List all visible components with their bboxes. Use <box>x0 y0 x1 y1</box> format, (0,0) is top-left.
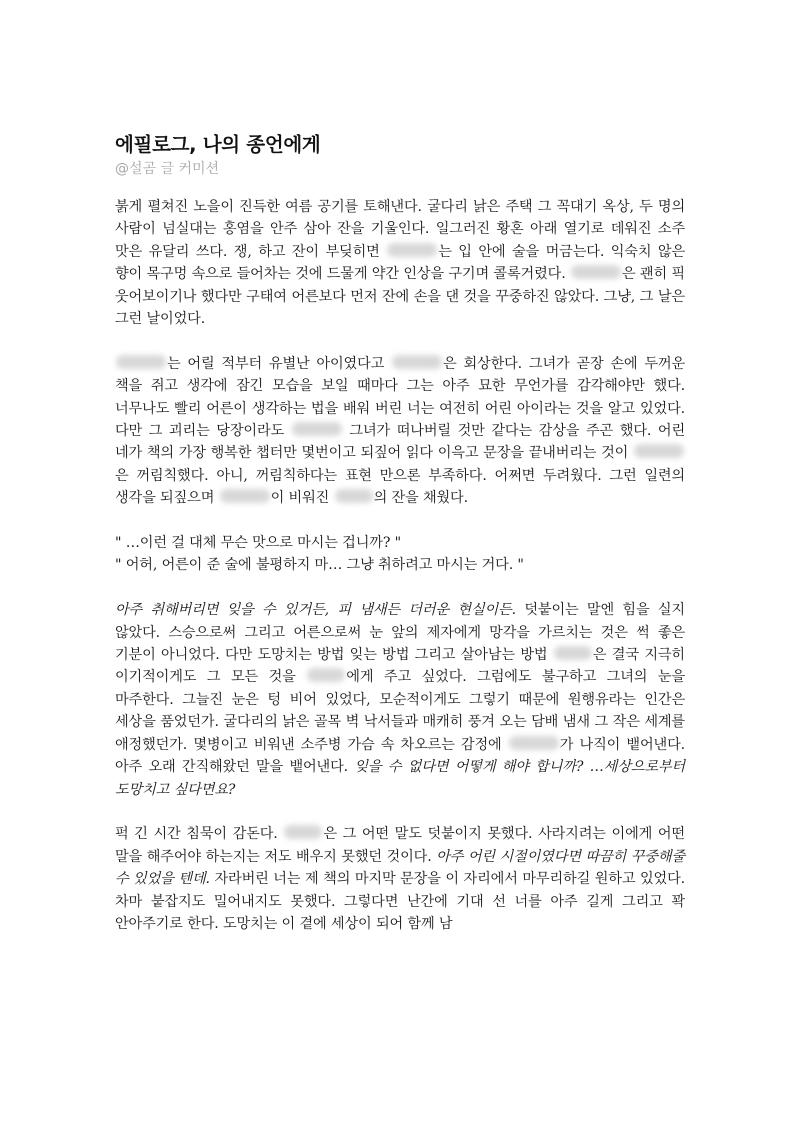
paragraph <box>115 823 685 935</box>
text-run: 가 나직이 뱉어낸다. 아주 오래 간직해왔던 말을 뱉어낸다. <box>115 736 685 776</box>
italic-text: 잊을 수 없다면 어떻게 해야 합니까? …세상으로부터 도망치고 싶다면요? <box>115 759 685 798</box>
paragraph <box>115 353 685 510</box>
text-run: 퍽 긴 시간 침묵이 감돈다. <box>115 826 284 843</box>
redacted-name <box>220 489 270 503</box>
text-run: 은 꺼림칙했다. 아니, 꺼림칙하다는 표현 만으론 부족하다. 어쩌면 두려웠다. 그런 일련의 생각을 되짚으며 <box>115 467 685 507</box>
redacted-name <box>571 265 621 279</box>
text-run: 는 입 안에 술을 머금는다. 익숙치 않은 향이 목구멍 속으로 들어차는 것에 드물게 약간 인상을 구기며 콜록거렸다. <box>115 243 685 283</box>
redacted-name <box>509 736 559 750</box>
redacted-name <box>634 444 684 458</box>
text-run: 덧붙이는 말엔 힘을 실지 않았다. 스승으로써 그리고 어른으로써 눈 앞의 제자에게 망각을 가르치는 것은 썩 좋은 기분이 아니었다. 다만 도망치는 방법 잊는 방법 그리고 살아남는 방법 <box>115 602 685 664</box>
redacted-name <box>116 355 166 369</box>
text-run: 붉게 펼쳐진 노을이 진득한 여름 공기를 토해낸다. 굴다리 낡은 주택 그 꼭대기 옥상, 두 명의 사람이 넘실대는 홍염을 안주 삼아 잔을 기울인다. 일그러진 황혼 아래 열기로 데워진 소주 맛은 유달리 쓰다. 쟁, 하고 잔이 부딪히면 <box>115 199 685 260</box>
redacted-name <box>292 422 342 436</box>
redacted-name <box>307 668 345 682</box>
text-run: 은 괜히 픽 웃어보이기나 했다만 구태여 어른보다 먼저 잔에 손을 댄 것을 꾸중하진 않았다. 그냥, 그 날은 그런 날이었다. <box>115 266 685 328</box>
author-credit: @설곰 글 커미션 <box>115 161 220 177</box>
paragraph <box>115 599 685 801</box>
text-run: 은 회상한다. 그녀가 곧장 손에 두꺼운 책을 쥐고 생각에 잠긴 모습을 보일 때마다 그는 아주 묘한 무언가를 감각해야만 했다. 너무나도 빨리 어른이 생각하는 법을 배워 버린 너는 여전히 어린 아이라는 것을 알고 있었다. 다만 그 괴리는 당장이라도 <box>115 355 685 440</box>
redacted-name <box>387 243 437 257</box>
document-title: 에필로그, 나의 종언에게 <box>115 133 321 156</box>
text-run: 에게 주고 싶었다. 그럼에도 불구하고 그녀의 눈을 마주한다. 그늘진 눈은 텅 비어 있었다, 모순적이게도 그렇기 때문에 원행유라는 인간은 세상을 품었던가. 굴다리의 낡은 골목 벽 낙서들과 매캐히 풍겨 오는 담배 냄새 그 작은 세계를 애정했던가. 몇병이고 비워낸 소주병 가슴 속 차오르는 감정에 <box>115 669 686 753</box>
text-run: 이 비워진 <box>270 490 334 507</box>
paragraph <box>115 196 685 330</box>
text-run: 자라버린 너는 제 책의 마지막 문장을 이 자리에서 마무리하길 원하고 있었다. 차마 붙잡지도 밀어내지도 못했다. 그렇다면 난간에 기대 선 너를 아주 길게 그리고 꽉 안아주기로 한다. 도망치는 이 곁에 세상이 되어 함께 남 <box>115 871 685 932</box>
text-run: 은 그 어떤 말도 덧붙이지 못했다. 사라지려는 이에게 어떤 말을 해주어야 하는지는 저도 배우지 못했던 것이다. <box>115 826 685 865</box>
text-run: 의 잔을 채웠다. <box>373 490 468 507</box>
redacted-name <box>554 646 592 660</box>
text-run: 는 어릴 적부터 유별난 아이였다고 <box>167 355 392 372</box>
text-run: 은 결국 지극히 이기적이게도 그 모든 것을 <box>115 647 685 686</box>
redacted-name <box>284 825 322 839</box>
italic-text: 아주 취해버리면 잊을 수 있거든, 피 냄새든 더러운 현실이든. <box>115 602 516 619</box>
text-run: 그녀가 떠나버릴 것만 같다는 감상을 주곤 했다. 어린 네가 책의 가장 행복한 챕터만 몇번이고 되짚어 읽다 이윽고 문장을 끝내버리는 것이 <box>115 423 685 462</box>
dialogue-line: " …이런 걸 대체 무슨 맛으로 마시는 겁니까? " <box>115 535 402 552</box>
document-body <box>115 196 685 958</box>
redacted-name <box>392 355 442 369</box>
redacted-name <box>335 489 373 503</box>
italic-text: 아주 어린 시절이였다면 따끔히 꾸중해줄 수 있었을 텐데. <box>115 848 685 888</box>
dialogue-line: " 어허, 어른이 준 술에 불평하지 마… 그냥 취하려고 마시는 거다. " <box>115 557 524 574</box>
